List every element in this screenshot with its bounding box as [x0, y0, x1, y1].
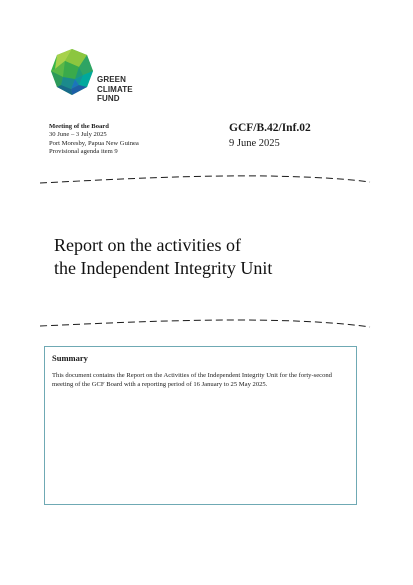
title-line: the Independent Integrity Unit	[54, 258, 273, 278]
summary-box	[44, 346, 357, 505]
meeting-title: Meeting of the Board	[49, 123, 109, 130]
meeting-info	[49, 123, 139, 156]
summary-heading: Summary	[52, 353, 88, 363]
agenda-item: Provisional agenda item 9	[49, 147, 118, 155]
summary-text: This document contains the Report on the Activities of the Independent Integrity Unit for the forty-second meeting of the GCF Board with a reporting period of 16 January to 25 May 2025.	[52, 372, 332, 389]
meeting-dates: 30 June – 3 July 2025	[49, 131, 107, 139]
decorative-divider-top	[38, 174, 372, 186]
globe-logo-icon	[49, 47, 95, 97]
title-line: Report on the activities of	[54, 235, 241, 255]
document-title	[54, 234, 272, 280]
logo-line: FUND	[97, 94, 120, 103]
document-date: 9 June 2025	[229, 138, 280, 149]
logo-line: GREEN	[97, 75, 126, 84]
gcf-logo	[49, 47, 149, 107]
meeting-location: Port Moresby, Papua New Guinea	[49, 139, 139, 147]
document-code: GCF/B.42/Inf.02	[229, 122, 311, 134]
logo-line: CLIMATE	[97, 84, 133, 94]
logo-wordmark	[97, 75, 133, 104]
document-reference	[229, 121, 311, 151]
decorative-divider-bottom	[38, 316, 372, 328]
